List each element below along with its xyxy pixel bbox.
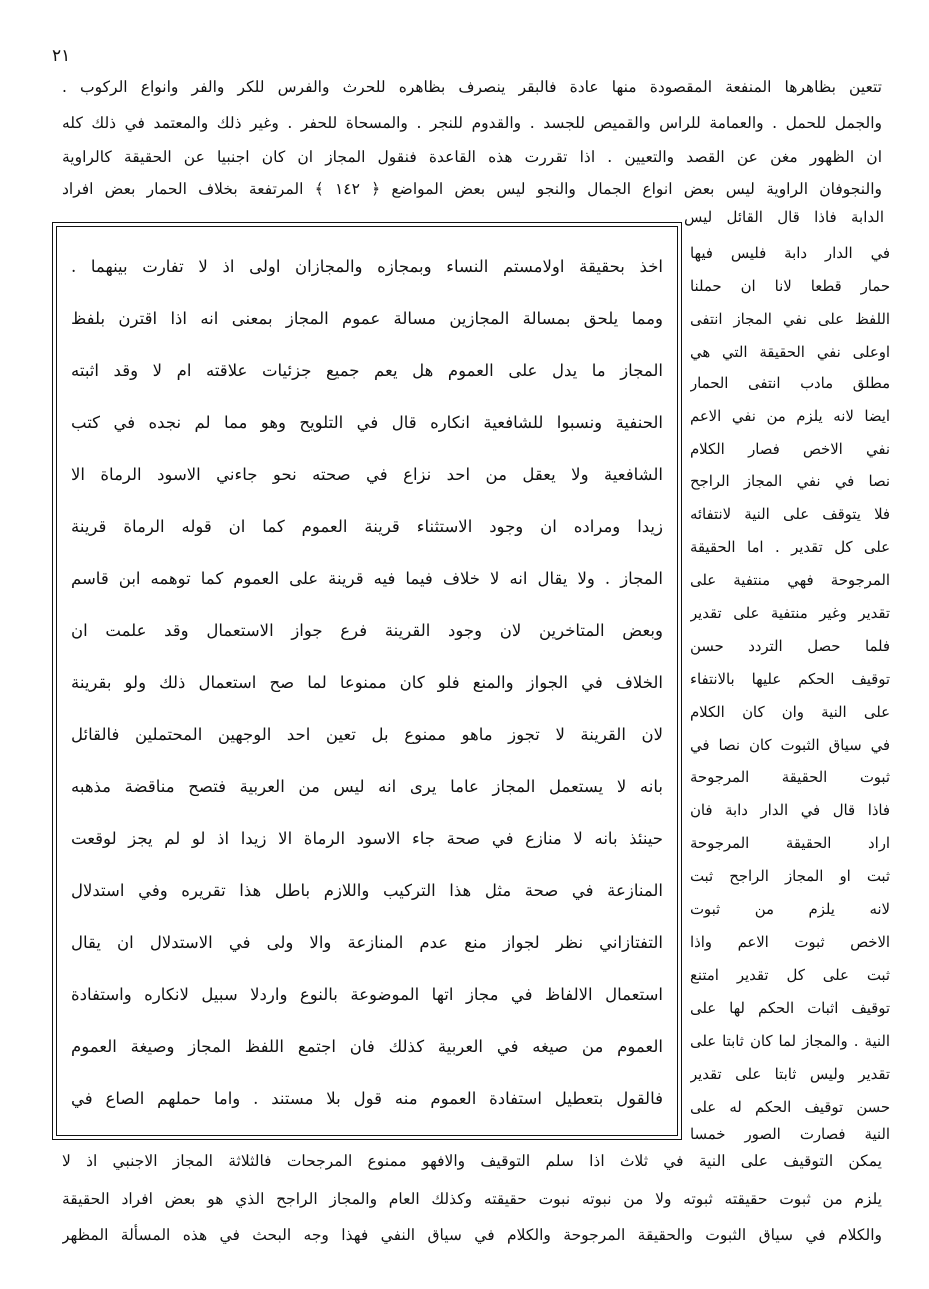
side-line: فلما حصل التردد حسن (690, 638, 890, 655)
side-line: ثبت على كل تقدير امتنع (690, 967, 890, 984)
box-line: وبعض المتاخرين لان وجود القرينة فرع جواز الاستعمال وقد علمت ان (71, 621, 663, 640)
side-line: الاخص ثبوت الاعم واذا (690, 934, 890, 951)
side-line: حمار قطعا لانا ان حملنا (690, 278, 890, 295)
side-line: تقدير وليس ثابتا على تقدير (690, 1066, 890, 1083)
side-line: اراد الحقيقة المرجوحة (690, 835, 890, 852)
side-line: مطلق مادب انتفى الحمار (690, 375, 890, 392)
side-line: فلا يتوقف على النية لانتفائه (690, 506, 890, 523)
bottom-line: يلزم من ثبوت حقيقته ثبوته ولا من نبوته نبوت حقيقته وكذلك العام والمجاز الراجح الذي هو بعض افراد الحقيقة (62, 1190, 882, 1208)
side-line: على النية وان كان الكلام (690, 704, 890, 721)
side-line: ثبوت الحقيقة المرجوحة (690, 769, 890, 786)
box-line: ومما يلحق بمسالة المجازين مسالة عموم المجاز بمعنى انه اذا اقترن بلفظ (71, 309, 663, 328)
side-line: تقدير وغير منتفية على تقدير (690, 605, 890, 622)
box-line: حينئذ بانه لا منازع في صحة جاء الاسود الرماة الا زيدا اذ لو لم يجز لوقعت (71, 829, 663, 848)
box-line: العموم من صيغه في العربية كذلك فان اجتمع اللفظ المجاز وصيغة العموم (71, 1037, 663, 1056)
box-line: لان القرينة لا تجوز ماهو ممنوع بل تعين احد الوجهين المحتملين فالقائل (71, 725, 663, 744)
side-line: لانه يلزم من ثبوت (690, 901, 890, 918)
box-line: زيدا ومراده ان وجود الاستثناء قرينة العموم كما ان قوله الرماة قرينة (71, 517, 663, 536)
side-line: على كل تقدير . اما الحقيقة (690, 539, 890, 556)
bottom-line: يمكن التوقيف على النية في ثلاث اذا سلم التوقيف والافهو ممنوع المرجحات فالثلاثة المجاز الاجنبي اذ لا (62, 1152, 882, 1170)
side-line: النية . والمجاز لما كان ثابتا على (690, 1033, 890, 1050)
box-line: استعمال الالفاظ في مجاز اتها الموضوعة بالنوع واردلا سبيل لانكاره واستفادة (71, 985, 663, 1004)
side-line: توقيف الحكم عليها بالانتفاء (690, 671, 890, 688)
top-line-continuation: الدابة فاذا قال القائل ليس (684, 208, 884, 226)
top-line: ان الظهور مغن عن القصد والتعيين . اذا تقررت هذه القاعدة فنقول المجاز ان كان اجنبيا عن الحقيقة كالراوية (62, 148, 882, 166)
top-line: والجمل للحمل . والعمامة للراس والقميص للجسد . والقدوم للنجر . والمسحاة للحفر . وغير ذلك والمعتمد في ذلك كله (62, 114, 882, 132)
side-line: ثبت او المجاز الراجح ثبت (690, 868, 890, 885)
side-line: النية فصارت الصور خمسا (690, 1126, 890, 1143)
page-marker: ٢١ (52, 46, 71, 66)
box-line: التفتازاني نظر لجواز منع عدم المنازعة والا ولى في الاستدلال ان يقال (71, 933, 663, 952)
side-line: حسن توقيف الحكم له على (690, 1099, 890, 1116)
box-line: الخلاف في الجواز والمنع فلو كان ممنوعا لما صح استعمال ذلك ولو بقرينة (71, 673, 663, 692)
box-line: بانه لا يستعمل المجاز عاما يرى انه ليس من العربية فتصح مناقضة مذهبه (71, 777, 663, 796)
top-line: والنجوفان الراوية ليس بعض انواع الجمال والنجو ليس بعض المواضع ﴿ ١٤٢ ﴾ المرتفعة بخلاف الحمار بعض افراد (62, 180, 882, 198)
side-line: المرجوحة فهي منتفية على (690, 572, 890, 589)
box-line: المنازعة في صحة مثل هذا التركيب واللازم باطل هذا تقريره وفي استدلال (71, 881, 663, 900)
side-line: اوعلى نفي الحقيقة التي هي (690, 344, 890, 361)
box-line: المجاز ما يدل على العموم هل يعم جميع جزئيات علاقته ام لا وقد اثبته (71, 361, 663, 380)
box-line: المجاز . ولا يقال انه لا خلاف فيما فيه قرينة على العموم كما توهمه ابن قاسم (71, 569, 663, 588)
side-line: فاذا قال في الدار دابة فان (690, 802, 890, 819)
side-line: في سياق الثبوت كان نصا في (690, 737, 890, 754)
side-line: نفي الاخص فصار الكلام (690, 441, 890, 458)
top-line: تتعين بظاهرها المنفعة المقصودة منها عادة فالبقر ينصرف بظاهره للحرث والفرس للكر والفر وانواع الركوب . (62, 78, 882, 96)
commentary-box (56, 226, 678, 1136)
box-line: فالقول بتعطيل استفادة العموم منه قول بلا مستند . واما حملهم الصاع في (71, 1089, 663, 1108)
box-line: اخذ بحقيقة اولامستم النساء وبمجازه والمجازان اولى اذ لا تفارت بينهما . (71, 257, 663, 276)
side-line: اللفظ على نفي المجاز انتفى (690, 311, 890, 328)
side-line: ايضا لانه يلزم من نفي الاعم (690, 408, 890, 425)
box-line: الحنفية ونسبوا للشافعية انكاره قال في التلويح وهو مما لم نجده في كتب (71, 413, 663, 432)
side-line: نصا في نفي المجاز الراجح (690, 473, 890, 490)
box-line: الشافعية ولا يعقل من احد نزاع في صحته نحو جاءني الاسود الرماة الا (71, 465, 663, 484)
bottom-line: والكلام في سياق الثبوت والحقيقة المرجوحة والكلام في سياق النفي فهذا وجه البحث في هذه المسألة المظهر (62, 1226, 882, 1244)
side-line: في الدار دابة فليس فيها (690, 245, 890, 262)
side-line: توقيف اثبات الحكم لها على (690, 1000, 890, 1017)
